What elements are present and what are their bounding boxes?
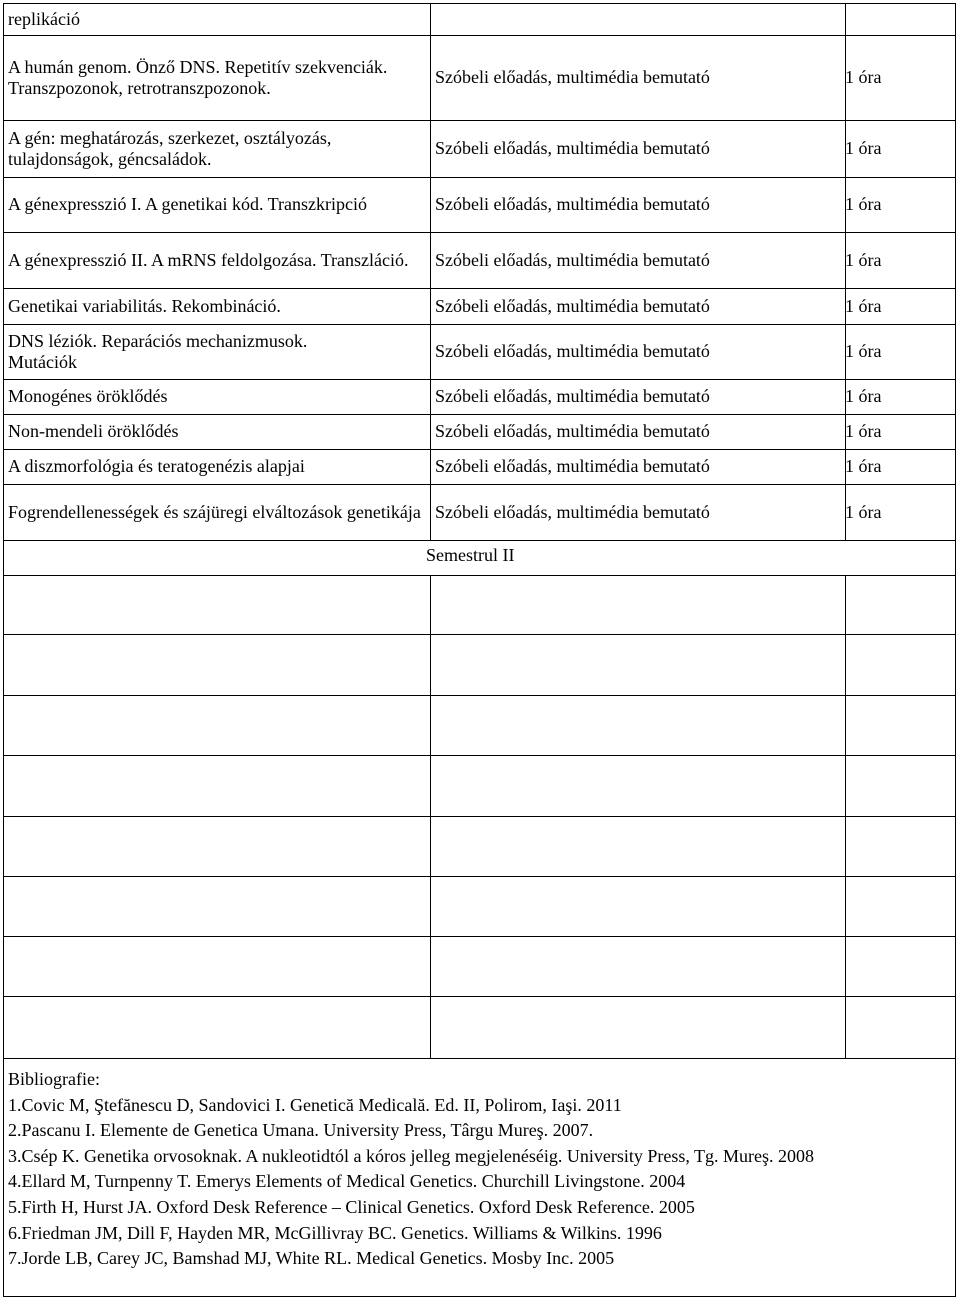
cell-text: 1 óra bbox=[845, 295, 882, 316]
row-divider bbox=[3, 695, 956, 696]
bibliography-item: 7.Jorde LB, Carey JC, Bamshad MJ, White RL. Medical Genetics. Mosby Inc. 2005 bbox=[8, 1248, 615, 1269]
cell-text: 1 óra bbox=[845, 194, 882, 214]
table-cell-hours bbox=[845, 120, 955, 177]
cell-text: Szóbeli előadás, multimédia bemutató bbox=[435, 341, 710, 361]
cell-text: 1 óra bbox=[845, 249, 882, 270]
table-cell-hours bbox=[845, 484, 955, 540]
cell-text: Szóbeli előadás, multimédia bemutató bbox=[435, 295, 710, 316]
table-cell-topic bbox=[3, 232, 430, 288]
column-divider bbox=[845, 575, 846, 1058]
cell-text: 1 óra bbox=[845, 501, 882, 522]
cell-text: Non-mendeli öröklődés bbox=[8, 421, 179, 441]
table-cell-method bbox=[430, 414, 845, 449]
row-divider bbox=[3, 634, 956, 635]
table-cell-method bbox=[430, 120, 845, 177]
table-cell-topic bbox=[3, 288, 430, 324]
row-divider bbox=[3, 816, 956, 817]
bibliography-item: 2.Pascanu I. Elemente de Genetica Umana. University Press, Târgu Mureş. 2007. bbox=[8, 1120, 594, 1141]
row-divider bbox=[3, 996, 956, 997]
cell-text: 1 óra bbox=[845, 67, 882, 87]
bibliography-item: 4.Ellard M, Turnpenny T. Emerys Elements of Medical Genetics. Churchill Livingstone. 2004 bbox=[8, 1171, 686, 1192]
cell-text: Szóbeli előadás, multimédia bemutató bbox=[435, 249, 710, 270]
bibliography-heading: Bibliografie: bbox=[8, 1069, 100, 1089]
table-cell-hours bbox=[845, 324, 955, 379]
bibliography-item: 3.Csép K. Genetika orvosoknak. A nukleotidtól a kóros jelleg megjelenéséig. University Press, Tg. Mureş. 2008 bbox=[8, 1145, 815, 1166]
cell-text: Szóbeli előadás, multimédia bemutató bbox=[435, 501, 710, 522]
row-divider bbox=[3, 876, 956, 877]
bibliography-item: 5.Firth H, Hurst JA. Oxford Desk Reference – Clinical Genetics. Oxford Desk Reference. 2005 bbox=[8, 1196, 695, 1217]
column-divider bbox=[430, 575, 431, 1058]
table-cell-topic bbox=[3, 324, 430, 379]
bibliography bbox=[8, 1067, 948, 1272]
table-cell-method bbox=[430, 35, 845, 120]
table-cell-topic bbox=[3, 484, 430, 540]
cell-text: 1 óra bbox=[845, 386, 882, 406]
row-divider bbox=[3, 755, 956, 756]
semester-label: Semestrul II bbox=[426, 545, 515, 565]
cell-text: DNS léziók. Reparációs mechanizmusok. Mutációk bbox=[8, 330, 308, 372]
table-cell-hours bbox=[845, 379, 955, 414]
bibliography-item: 1.Covic M, Ştefănescu D, Sandovici I. Genetică Medicală. Ed. II, Polirom, Iaşi. 2011 bbox=[8, 1094, 622, 1115]
table-cell-hours bbox=[845, 288, 955, 324]
cell-text: Szóbeli előadás, multimédia bemutató bbox=[435, 138, 710, 158]
cell-text: Monogénes öröklődés bbox=[8, 386, 168, 406]
row-divider bbox=[3, 1058, 956, 1059]
cell-text: Szóbeli előadás, multimédia bemutató bbox=[435, 421, 710, 441]
cell-text: replikáció bbox=[8, 8, 80, 29]
cell-text: 1 óra bbox=[845, 456, 882, 476]
cell-text: A gén: meghatározás, szerkezet, osztályozás, tulajdonságok, géncsaládok. bbox=[8, 127, 332, 169]
cell-text: Genetikai variabilitás. Rekombináció. bbox=[8, 295, 281, 316]
table-cell-method bbox=[430, 379, 845, 414]
cell-text: A génexpresszió II. A mRNS feldolgozása. Transzláció. bbox=[8, 249, 409, 270]
cell-text: 1 óra bbox=[845, 341, 882, 361]
table-cell-method bbox=[430, 232, 845, 288]
table-cell-method bbox=[430, 484, 845, 540]
table-cell-hours bbox=[845, 35, 955, 120]
cell-text: 1 óra bbox=[845, 421, 882, 441]
table-cell-method bbox=[430, 288, 845, 324]
table-cell-topic bbox=[3, 35, 430, 120]
table-cell-method bbox=[430, 449, 845, 484]
row-divider bbox=[3, 936, 956, 937]
cell-text: A génexpresszió I. A genetikai kód. Transzkripció bbox=[8, 194, 367, 214]
cell-text: A diszmorfológia és teratogenézis alapjai bbox=[8, 456, 305, 476]
row-divider bbox=[3, 540, 956, 541]
table-cell-method bbox=[430, 324, 845, 379]
table-cell-hours bbox=[845, 449, 955, 484]
cell-text: Szóbeli előadás, multimédia bemutató bbox=[435, 456, 710, 476]
cell-text: 1 óra bbox=[845, 138, 882, 158]
bibliography-item: 6.Friedman JM, Dill F, Hayden MR, McGillivray BC. Genetics. Williams & Wilkins. 1996 bbox=[8, 1222, 662, 1243]
cell-text: Szóbeli előadás, multimédia bemutató bbox=[435, 67, 710, 87]
cell-text: A humán genom. Önző DNS. Repetitív szekvenciák. Transzpozonok, retrotranszpozonok. bbox=[8, 56, 388, 98]
cell-text: Szóbeli előadás, multimédia bemutató bbox=[435, 194, 710, 214]
table-cell-topic bbox=[3, 379, 430, 414]
table-cell-topic bbox=[3, 120, 430, 177]
table-cell-topic bbox=[3, 414, 430, 449]
cell-text: Szóbeli előadás, multimédia bemutató bbox=[435, 386, 710, 406]
cell-text: Fogrendellenességek és szájüregi elváltozások genetikája bbox=[8, 501, 421, 522]
table-cell-method bbox=[430, 177, 845, 232]
row-divider bbox=[3, 575, 956, 576]
table-cell-hours bbox=[845, 232, 955, 288]
table-cell-hours bbox=[845, 414, 955, 449]
table-cell-topic bbox=[3, 449, 430, 484]
table-cell-topic bbox=[3, 3, 430, 35]
table-cell-hours bbox=[845, 177, 955, 232]
table-cell-topic bbox=[3, 177, 430, 232]
